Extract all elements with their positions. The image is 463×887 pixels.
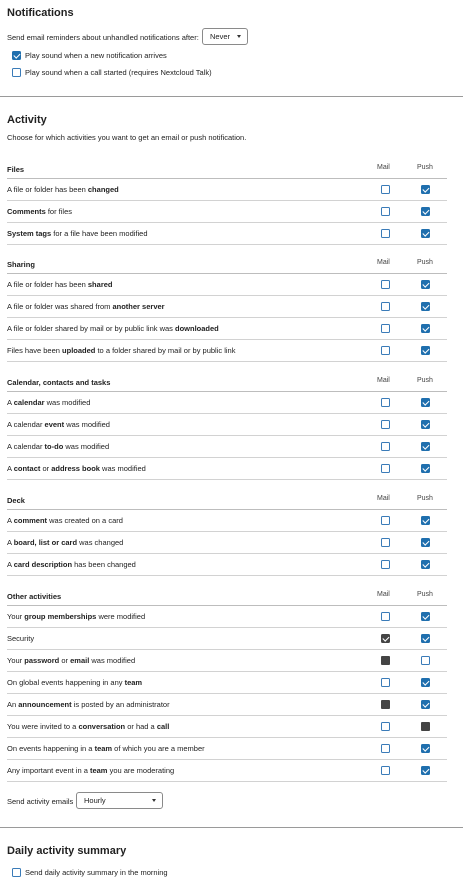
push-checkbox[interactable] [421,280,430,289]
row-label-emphasis: changed [87,185,119,194]
activity-row-label [7,634,34,643]
section-header-divider [7,178,447,179]
mail-checkbox[interactable] [381,538,390,547]
row-divider [7,244,447,245]
row-label-emphasis: uploaded [62,346,96,355]
sound-call-label: Play sound when a call started (requires Nextcloud Talk) [25,68,212,77]
row-label-emphasis: System tags [7,229,52,238]
section-divider [0,827,463,828]
push-checkbox[interactable] [421,744,430,753]
row-divider [7,649,447,650]
mail-checkbox[interactable] [381,464,390,473]
column-header-mail: Mail [377,591,390,598]
row-label-emphasis: conversation [78,722,126,731]
row-label-emphasis: call [156,722,170,731]
row-divider [7,222,447,223]
activity-title: Activity [7,114,47,126]
section-header-divider [7,605,447,606]
row-label-text: or had a [125,722,157,731]
row-label-text: was modified [63,442,110,451]
row-divider [7,361,447,362]
mail-checkbox[interactable] [381,700,390,709]
row-label-text: A calendar [7,420,45,429]
row-divider [7,575,447,576]
activity-description: Choose for which activities you want to get an email or push notification. [7,133,247,142]
daily-summary-title: Daily activity summary [7,845,127,857]
row-label-text: of which you are a member [112,744,205,753]
row-label-emphasis: board, list or card [13,538,78,547]
activity-row-label [7,766,174,775]
email-reminder-select[interactable] [202,28,248,45]
activity-row-label [7,185,119,194]
row-divider [7,457,447,458]
activity-row-label [7,656,135,665]
send-emails-value: Hourly [84,796,106,805]
row-label-emphasis: to-do [44,442,64,451]
row-label-emphasis: Comments [7,207,46,216]
mail-checkbox[interactable] [381,302,390,311]
section-header-divider [7,391,447,392]
row-label-text: for a file have been modified [51,229,148,238]
mail-checkbox[interactable] [381,722,390,731]
row-label-text: An [7,700,19,709]
activity-row-label [7,538,123,547]
row-label-text: or [40,464,52,473]
push-checkbox[interactable] [421,346,430,355]
row-label-text: for files [45,207,73,216]
row-label-text: Security [7,634,35,643]
row-label-text: was changed [77,538,124,547]
activity-row-label [7,700,170,709]
mail-checkbox[interactable] [381,744,390,753]
row-label-text: On events happening in a [7,744,95,753]
mail-checkbox[interactable] [381,656,390,665]
push-checkbox[interactable] [421,442,430,451]
push-checkbox[interactable] [421,766,430,775]
row-label-emphasis: team [94,744,113,753]
email-reminder-label: Send email reminders about unhandled notifications after: [7,33,199,42]
row-label-text: Your [7,612,25,621]
row-label-text: has been changed [72,560,136,569]
section-header-divider [7,273,447,274]
row-divider [7,737,447,738]
row-label-emphasis: contact [13,464,41,473]
sound-call-checkbox[interactable] [12,68,21,77]
activity-row-label [7,464,146,473]
row-divider [7,553,447,554]
activity-row-label [7,744,205,753]
row-label-text: A [7,560,14,569]
activity-row-label [7,346,235,355]
row-label-text: was modified [89,656,136,665]
section-divider [0,96,463,97]
row-label-text: A calendar [7,442,45,451]
column-header-mail: Mail [377,495,390,502]
mail-checkbox[interactable] [381,398,390,407]
mail-checkbox[interactable] [381,516,390,525]
activity-row-label [7,302,165,311]
push-checkbox[interactable] [421,700,430,709]
email-reminder-value: Never [210,32,231,41]
activity-row-label [7,229,148,238]
row-label-emphasis: shared [87,280,113,289]
row-label-text: or [59,656,71,665]
row-label-text: is posted by an administrator [71,700,170,709]
mail-checkbox[interactable] [381,185,390,194]
push-checkbox[interactable] [421,722,430,731]
activity-row-label [7,324,219,333]
row-label-text: You were invited to a [7,722,79,731]
activity-row-label [7,722,169,731]
column-header-mail: Mail [377,259,390,266]
column-header-mail: Mail [377,164,390,171]
section-header-divider [7,509,447,510]
mail-checkbox[interactable] [381,346,390,355]
column-header-push: Push [417,259,433,266]
push-checkbox[interactable] [421,420,430,429]
push-checkbox[interactable] [421,207,430,216]
mail-checkbox[interactable] [381,324,390,333]
activity-row-label [7,678,142,687]
row-label-text: was modified [99,464,146,473]
mail-checkbox[interactable] [381,420,390,429]
row-label-emphasis: address book [51,464,100,473]
row-label-text: Files have been [7,346,63,355]
row-divider [7,759,447,760]
send-emails-select[interactable] [76,792,163,809]
section-heading: Calendar, contacts and tasks [7,378,111,387]
mail-checkbox[interactable] [381,280,390,289]
column-header-mail: Mail [377,377,390,384]
push-checkbox[interactable] [421,656,430,665]
section-heading: Files [7,165,25,174]
activity-row-label [7,560,136,569]
push-checkbox[interactable] [421,612,430,621]
send-emails-label: Send activity emails [7,797,74,806]
notifications-title: Notifications [7,7,74,19]
row-label-emphasis: card description [13,560,73,569]
row-label-text: A [7,538,14,547]
mail-checkbox[interactable] [381,612,390,621]
daily-summary-label: Send daily activity summary in the morning [25,868,168,877]
row-label-text: A file or folder was shared from [7,302,113,311]
column-header-push: Push [417,495,433,502]
push-checkbox[interactable] [421,464,430,473]
activity-row-label [7,398,90,407]
mail-checkbox[interactable] [381,560,390,569]
row-label-emphasis: announcement [18,700,72,709]
row-divider [7,531,447,532]
row-label-emphasis: event [44,420,65,429]
row-divider [7,317,447,318]
mail-checkbox[interactable] [381,207,390,216]
chevron-down-icon [152,799,156,802]
row-label-text: you are moderating [107,766,175,775]
mail-checkbox[interactable] [381,678,390,687]
row-divider [7,781,447,782]
section-heading: Other activities [7,592,62,601]
row-label-text: A file or folder shared by mail or by public link was [7,324,175,333]
row-divider [7,200,447,201]
column-header-push: Push [417,591,433,598]
activity-row-label [7,516,123,525]
row-divider [7,435,447,436]
row-label-text: A file or folder has been [7,185,88,194]
row-divider [7,627,447,628]
mail-checkbox[interactable] [381,766,390,775]
section-heading: Deck [7,496,25,505]
row-label-text: to a folder shared by mail or by public link [95,346,236,355]
row-label-text: were modified [96,612,146,621]
chevron-down-icon [237,35,241,38]
mail-checkbox[interactable] [381,442,390,451]
sound-notification-checkbox[interactable] [12,51,21,60]
daily-summary-checkbox[interactable] [12,868,21,877]
row-label-text: Any important event in a [7,766,90,775]
section-heading: Sharing [7,260,35,269]
row-label-text: A [7,398,14,407]
push-checkbox[interactable] [421,185,430,194]
row-divider [7,715,447,716]
row-label-emphasis: team [124,678,143,687]
activity-row-label [7,207,72,216]
row-label-emphasis: downloaded [175,324,219,333]
row-divider [7,479,447,480]
row-label-emphasis: calendar [13,398,45,407]
row-divider [7,339,447,340]
column-header-push: Push [417,377,433,384]
row-divider [7,295,447,296]
row-label-emphasis: email [70,656,90,665]
row-divider [7,413,447,414]
push-checkbox[interactable] [421,324,430,333]
row-label-text: Your [7,656,25,665]
row-label-text: was created on a card [47,516,123,525]
row-divider [7,693,447,694]
row-label-emphasis: another server [112,302,165,311]
row-label-text: On global events happening in any [7,678,125,687]
row-label-text: was modified [44,398,91,407]
push-checkbox[interactable] [421,678,430,687]
activity-row-label [7,420,110,429]
row-label-emphasis: team [89,766,108,775]
row-label-text: was modified [64,420,110,429]
row-label-text: A [7,464,14,473]
mail-checkbox[interactable] [381,634,390,643]
push-checkbox[interactable] [421,634,430,643]
push-checkbox[interactable] [421,516,430,525]
sound-notification-label: Play sound when a new notification arrives [25,51,167,60]
activity-row-label [7,280,113,289]
push-checkbox[interactable] [421,560,430,569]
activity-row-label [7,442,109,451]
push-checkbox[interactable] [421,302,430,311]
row-label-emphasis: password [24,656,60,665]
row-label-emphasis: group memberships [24,612,97,621]
row-label-text: A file or folder has been [7,280,88,289]
activity-row-label [7,612,145,621]
push-checkbox[interactable] [421,398,430,407]
row-divider [7,671,447,672]
mail-checkbox[interactable] [381,229,390,238]
push-checkbox[interactable] [421,229,430,238]
column-header-push: Push [417,164,433,171]
row-label-emphasis: comment [13,516,48,525]
push-checkbox[interactable] [421,538,430,547]
row-label-text: A [7,516,14,525]
